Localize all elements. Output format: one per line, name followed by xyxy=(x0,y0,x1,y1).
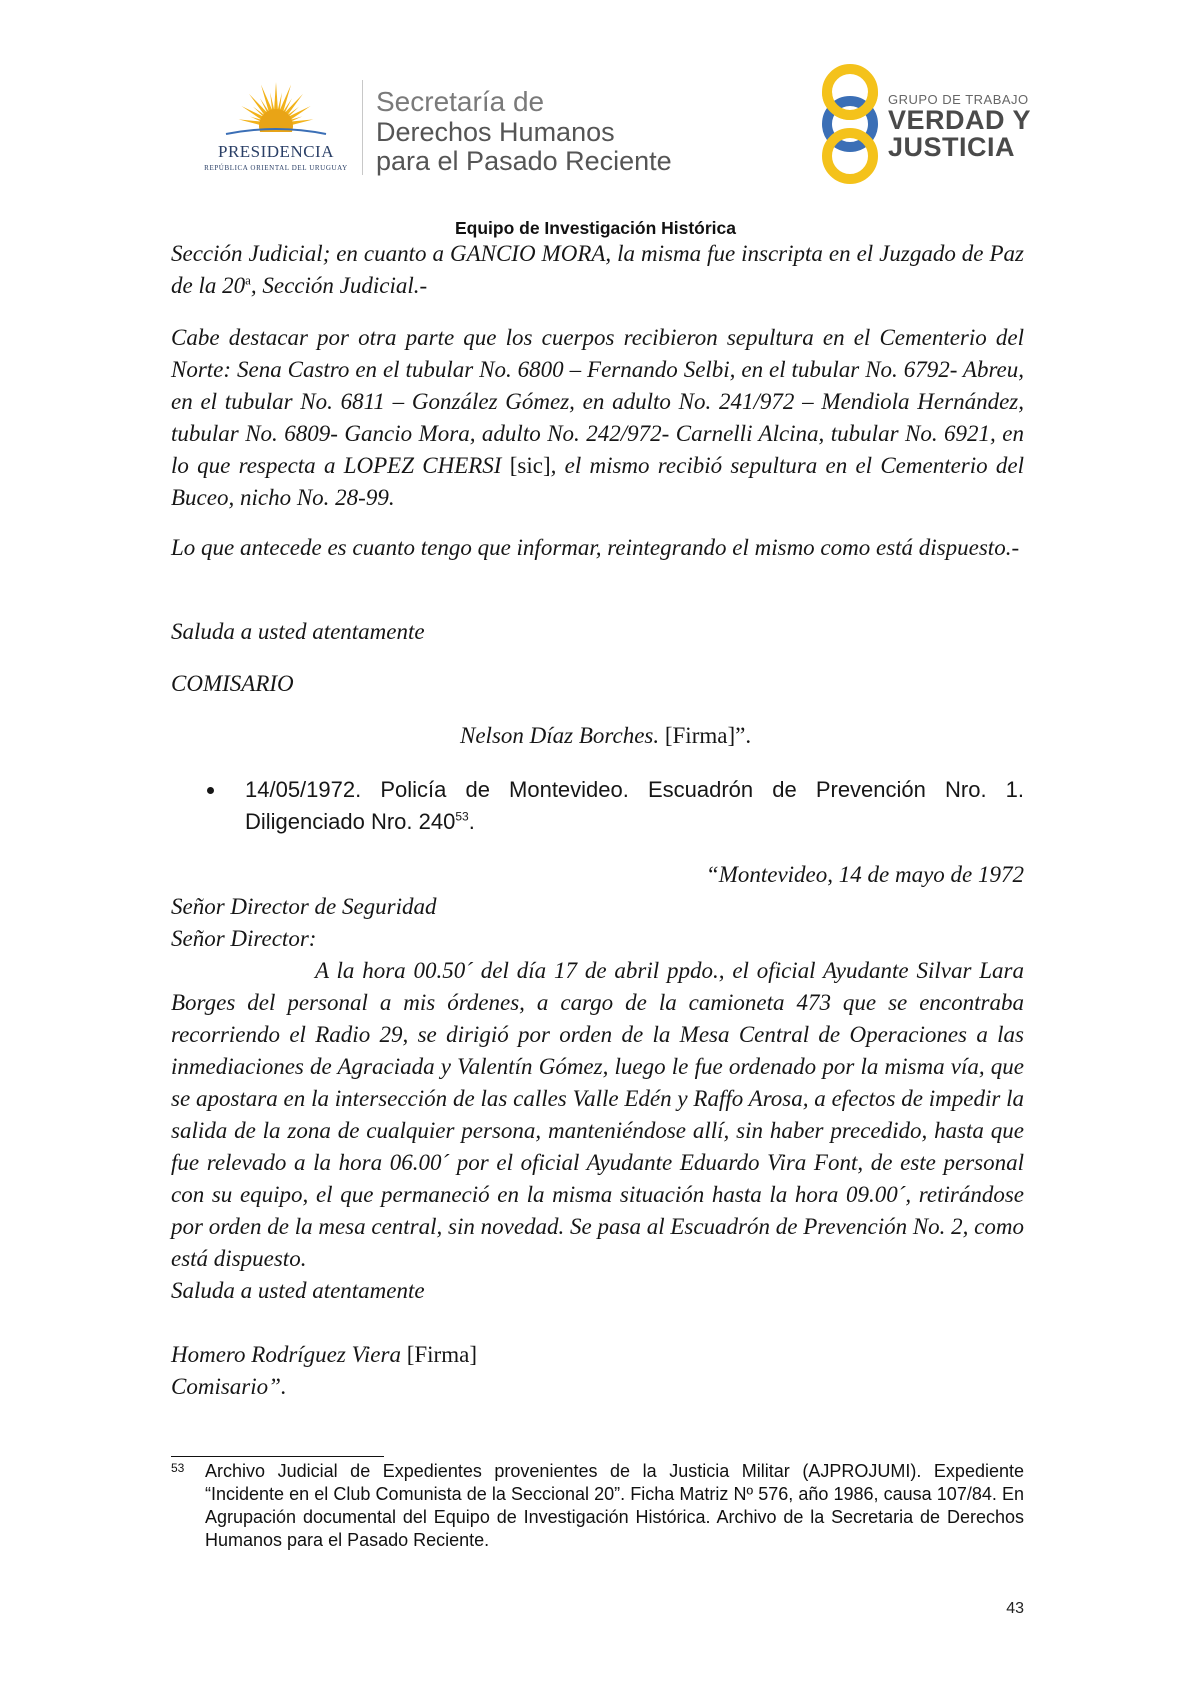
footnote-separator xyxy=(171,1456,384,1457)
signatory-title-1: COMISARIO xyxy=(171,671,294,696)
paragraph-2-text: Cabe destacar por otra parte que los cuerpos recibieron sepultura en el Cementerio del Norte: Sena Castro en el tubular No. 6800 – Fernando Selbi, en el tubular No. 6792- Abreu, en el tubular No. 6811 – González Gómez, en adulto No. 241/972 – Mendiola Hernández, tubular No. 6809- Gancio Mora, adulto No. 242/972- Carnelli Alcina, tubular No. 6921, en lo que respecta a LOPEZ CHERSI xyxy=(171,325,1024,478)
page-header xyxy=(0,0,1191,210)
paragraph-1-text: Sección Judicial; en cuanto a GANCIO MORA, la misma fue inscripta en el Juzgado de Paz de la 20 xyxy=(171,241,1024,298)
signature-1 xyxy=(460,720,960,752)
secretaria-logo-text xyxy=(376,86,672,176)
sun-icon xyxy=(196,80,356,140)
rings-logo-icon xyxy=(810,62,900,187)
secretaria-line2: Derechos Humanos xyxy=(376,117,615,147)
paragraph-report: A la hora 00.50´ del día 17 de abril ppdo., el oficial Ayudante Silvar Lara Borges del personal a mis órdenes, a cargo de la camioneta 473 que se encontraba recorriendo el Radio 29, se dirigió por orden de la Mesa Central de Operaciones a las inmediaciones de Agraciada y Valentín Gómez, luego le fue ordenado por la misma vía, que se apostara en la intersección de las calles Valle Edén y Raffo Arosa, a efectos de impedir la salida de la zona de cualquier persona, manteniéndose allí, sin haber precedido, hasta que fue relevado a la hora 06.00´ por el oficial Ayudante Eduardo Vira Font, de este personal con su equipo, el que permaneció en la misma situación hasta la hora 09.00´, retirándose por orden de la mesa central, sin novedad. Se pasa al Escuadrón de Prevención No. 2, como está dispuesto. xyxy=(171,958,1024,1271)
closing-salutation-2: Saluda a usted atentamente xyxy=(171,1278,425,1303)
signature-1-firma: [Firma]”. xyxy=(659,723,752,748)
page-number: 43 xyxy=(1006,1600,1024,1617)
gtvj-line2: VERDAD Y xyxy=(888,105,1032,135)
paragraph-3: Lo que antecede es cuanto tengo que informar, reintegrando el mismo como está dispuesto.- xyxy=(171,535,1020,560)
footnote-text: Archivo Judicial de Expedientes provenientes de la Justicia Militar (AJPROJUMI). Expediente “Incidente en el Club Comunista de la Seccional 20”. Ficha Matriz Nº 576, año 1986, causa 107/84. En Agrupación documental del Equipo de Investigación Histórica. Archivo de la Secretaria de Derechos Humanos para el Pasado Reciente. xyxy=(205,1461,1024,1550)
signature-1-name: Nelson Díaz Borches. xyxy=(460,723,660,748)
signature-2-name: Homero Rodríguez Viera xyxy=(171,1342,401,1367)
signature-2-firma: [Firma] xyxy=(400,1342,477,1367)
paragraph-1-end: , Sección Judicial.- xyxy=(250,273,428,298)
paragraph-1 xyxy=(171,238,1024,302)
presidencia-subtitle: REPÚBLICA ORIENTAL DEL URUGUAY xyxy=(204,164,348,172)
salutation-line-2: Señor Director: xyxy=(171,926,317,951)
signatory-title-2: Comisario”. xyxy=(171,1374,287,1399)
gtvj-line3: JUSTICIA xyxy=(888,132,1016,162)
signature-2 xyxy=(171,1339,1024,1371)
bullet-text xyxy=(245,774,1024,838)
presidencia-name: PRESIDENCIA xyxy=(217,142,334,161)
footnote-ref: 53 xyxy=(455,809,469,824)
paragraph-2-end: , el mismo recibió sepultura en el Cementerio del Buceo, nicho No. 28-99. xyxy=(171,453,1024,510)
header-divider xyxy=(362,80,363,175)
paragraph-2 xyxy=(171,322,1024,514)
bullet-text-end: . xyxy=(468,809,475,834)
gtvj-line1: GRUPO DE TRABAJO xyxy=(888,92,1029,107)
salutation-line-1: Señor Director de Seguridad xyxy=(171,894,437,919)
presidencia-logo xyxy=(196,80,356,180)
secretaria-line1: Secretaría de xyxy=(376,86,545,117)
closing-salutation-1: Saluda a usted atentamente xyxy=(171,619,425,644)
section-heading: Equipo de Investigación Histórica xyxy=(454,218,737,238)
paragraph-1-sup: a xyxy=(245,272,251,288)
bullet-text-main: 14/05/1972. Policía de Montevideo. Escuadrón de Prevención Nro. 1. Diligenciado Nro. 240 xyxy=(245,777,1024,834)
gtvj-logo-text xyxy=(888,92,1031,161)
date-line: “Montevideo, 14 de mayo de 1972 xyxy=(705,862,1024,887)
footnote-number: 53 xyxy=(171,1461,185,1475)
secretaria-line3: para el Pasado Reciente xyxy=(376,146,672,176)
sic-note: [sic] xyxy=(509,453,551,478)
bullet-dot-icon xyxy=(207,787,214,794)
